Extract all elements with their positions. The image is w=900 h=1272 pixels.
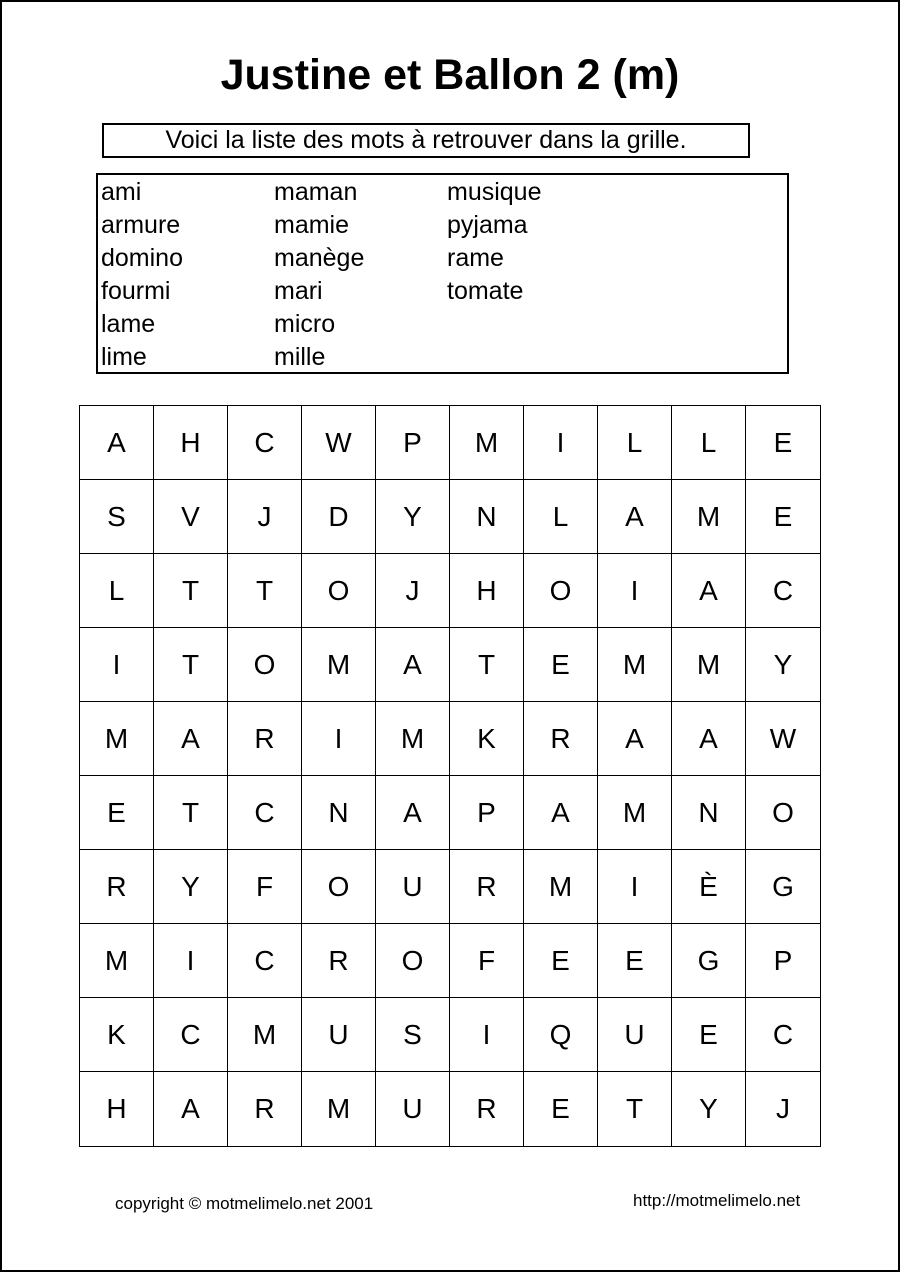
grid-cell-r3c10[interactable]: C — [746, 554, 820, 628]
website-url-text: http://motmelimelo.net — [633, 1191, 801, 1210]
grid-cell-r4c1[interactable]: I — [80, 628, 154, 702]
grid-cell-r3c1[interactable]: L — [80, 554, 154, 628]
word-item: manège — [274, 244, 365, 272]
word-item: musique — [447, 178, 542, 206]
instruction-box — [102, 123, 750, 158]
grid-cell-r3c5[interactable]: J — [376, 554, 450, 628]
word-list-box — [96, 173, 789, 374]
grid-cell-r6c2[interactable]: T — [154, 776, 228, 850]
word-item: micro — [274, 310, 336, 338]
grid-cell-r1c10[interactable]: E — [746, 406, 820, 480]
grid-cell-r4c3[interactable]: O — [228, 628, 302, 702]
word-item: fourmi — [101, 277, 171, 305]
word-item: mamie — [274, 211, 350, 239]
grid-cell-r2c1[interactable]: S — [80, 480, 154, 554]
grid-cell-r7c5[interactable]: U — [376, 850, 450, 924]
grid-cell-r1c5[interactable]: P — [376, 406, 450, 480]
grid-cell-r5c3[interactable]: R — [228, 702, 302, 776]
grid-cell-r6c8[interactable]: M — [598, 776, 672, 850]
grid-cell-r7c6[interactable]: R — [450, 850, 524, 924]
grid-cell-r10c6[interactable]: R — [450, 1072, 524, 1146]
word-item: ami — [101, 178, 142, 206]
grid-cell-r9c2[interactable]: C — [154, 998, 228, 1072]
grid-cell-r5c10[interactable]: W — [746, 702, 820, 776]
copyright-text: copyright © motmelimelo.net 2001 — [115, 1194, 374, 1213]
grid-cell-r1c6[interactable]: M — [450, 406, 524, 480]
grid-cell-r9c1[interactable]: K — [80, 998, 154, 1072]
word-list-column-1 — [101, 176, 274, 372]
grid-cell-r6c10[interactable]: O — [746, 776, 820, 850]
grid-cell-r10c8[interactable]: T — [598, 1072, 672, 1146]
grid-cell-r2c3[interactable]: J — [228, 480, 302, 554]
grid-cell-r7c3[interactable]: F — [228, 850, 302, 924]
grid-cell-r4c8[interactable]: M — [598, 628, 672, 702]
word-list-column-3 — [447, 176, 542, 372]
word-item: domino — [101, 244, 183, 272]
grid-cell-r10c4[interactable]: M — [302, 1072, 376, 1146]
grid-cell-r1c7[interactable]: I — [524, 406, 598, 480]
grid-cell-r7c1[interactable]: R — [80, 850, 154, 924]
grid-cell-r7c2[interactable]: Y — [154, 850, 228, 924]
grid-cell-r7c8[interactable]: I — [598, 850, 672, 924]
grid-cell-r3c6[interactable]: H — [450, 554, 524, 628]
grid-cell-r3c8[interactable]: I — [598, 554, 672, 628]
instruction-text: Voici la liste des mots à retrouver dans la grille. — [165, 126, 687, 154]
grid-cell-r4c4[interactable]: M — [302, 628, 376, 702]
grid-cell-r9c9[interactable]: E — [672, 998, 746, 1072]
grid-cell-r8c3[interactable]: C — [228, 924, 302, 998]
grid-cell-r6c3[interactable]: C — [228, 776, 302, 850]
grid-cell-r5c8[interactable]: A — [598, 702, 672, 776]
word-item: tomate — [447, 277, 524, 305]
grid-cell-r9c8[interactable]: U — [598, 998, 672, 1072]
grid-cell-r8c6[interactable]: F — [450, 924, 524, 998]
grid-cell-r10c3[interactable]: R — [228, 1072, 302, 1146]
grid-cell-r5c4[interactable]: I — [302, 702, 376, 776]
word-item: lame — [101, 310, 156, 338]
grid-cell-r10c7[interactable]: E — [524, 1072, 598, 1146]
grid-cell-r6c7[interactable]: A — [524, 776, 598, 850]
grid-cell-r9c6[interactable]: I — [450, 998, 524, 1072]
grid-cell-r4c5[interactable]: A — [376, 628, 450, 702]
grid-cell-r8c2[interactable]: I — [154, 924, 228, 998]
grid-cell-r2c8[interactable]: A — [598, 480, 672, 554]
grid-cell-r8c9[interactable]: G — [672, 924, 746, 998]
grid-cell-r2c10[interactable]: E — [746, 480, 820, 554]
grid-cell-r1c1[interactable]: A — [80, 406, 154, 480]
grid-cell-r3c2[interactable]: T — [154, 554, 228, 628]
grid-cell-r2c2[interactable]: V — [154, 480, 228, 554]
grid-cell-r3c3[interactable]: T — [228, 554, 302, 628]
grid-cell-r3c4[interactable]: O — [302, 554, 376, 628]
grid-cell-r10c9[interactable]: Y — [672, 1072, 746, 1146]
word-item: mari — [274, 277, 323, 305]
grid-cell-r4c6[interactable]: T — [450, 628, 524, 702]
grid-cell-r8c4[interactable]: R — [302, 924, 376, 998]
grid-cell-r8c8[interactable]: E — [598, 924, 672, 998]
grid-cell-r7c4[interactable]: O — [302, 850, 376, 924]
grid-cell-r1c9[interactable]: L — [672, 406, 746, 480]
grid-cell-r2c4[interactable]: D — [302, 480, 376, 554]
grid-cell-r10c10[interactable]: J — [776, 1093, 790, 1124]
word-list-column-2 — [274, 176, 447, 372]
grid-cell-r9c4[interactable]: U — [302, 998, 376, 1072]
grid-cell-r1c3[interactable]: C — [228, 406, 302, 480]
grid-cell-r5c6[interactable]: K — [450, 702, 524, 776]
grid-cell-r5c2[interactable]: A — [154, 702, 228, 776]
word-item: rame — [447, 244, 504, 272]
grid-cell-r6c6[interactable]: P — [450, 776, 524, 850]
word-item: pyjama — [447, 211, 528, 239]
grid-cell-r8c7[interactable]: E — [524, 924, 598, 998]
grid-cell-r4c2[interactable]: T — [154, 628, 228, 702]
grid-cell-r10c2[interactable]: A — [154, 1072, 228, 1146]
word-item: armure — [101, 211, 181, 239]
grid-cell-r3c9[interactable]: A — [672, 554, 746, 628]
grid-cell-r6c4[interactable]: N — [302, 776, 376, 850]
grid-cell-r7c7[interactable]: M — [524, 850, 598, 924]
grid-cell-r8c1[interactable]: M — [80, 924, 154, 998]
grid-cell-r5c9[interactable]: A — [672, 702, 746, 776]
page-title: Justine et Ballon 2 (m) — [220, 51, 680, 99]
grid-cell-r2c5[interactable]: Y — [376, 480, 450, 554]
grid-cell-r10c5[interactable]: U — [376, 1072, 450, 1146]
letter-grid — [79, 405, 821, 1147]
word-item: maman — [274, 178, 358, 206]
word-item: mille — [274, 343, 326, 371]
grid-cell-r2c9[interactable]: M — [672, 480, 746, 554]
grid-cell-r6c1[interactable]: E — [80, 776, 154, 850]
grid-cell-r4c7[interactable]: E — [524, 628, 598, 702]
grid-cell-r4c9[interactable]: M — [672, 628, 746, 702]
grid-cell-r9c7[interactable]: Q — [524, 998, 598, 1072]
grid-cell-r2c6[interactable]: N — [450, 480, 524, 554]
grid-cell-r9c5[interactable]: S — [376, 998, 450, 1072]
grid-cell-r1c2[interactable]: H — [154, 406, 228, 480]
grid-cell-r7c10[interactable]: G — [746, 850, 820, 924]
grid-cell-r5c7[interactable]: R — [524, 702, 598, 776]
grid-cell-r2c7[interactable]: L — [524, 480, 598, 554]
grid-cell-r5c5[interactable]: M — [376, 702, 450, 776]
grid-cell-r6c5[interactable]: A — [376, 776, 450, 850]
grid-cell-r9c10[interactable]: C — [746, 998, 820, 1072]
grid-cell-r5c1[interactable]: M — [80, 702, 154, 776]
grid-cell-r8c10[interactable]: P — [746, 924, 820, 998]
grid-cell-r7c9[interactable]: È — [672, 850, 746, 924]
grid-cell-r9c3[interactable]: M — [228, 998, 302, 1072]
word-item: lime — [101, 343, 147, 371]
grid-cell-r3c7[interactable]: O — [524, 554, 598, 628]
grid-cell-r10c1[interactable]: H — [80, 1072, 154, 1146]
grid-cell-r4c10[interactable]: Y — [746, 628, 820, 702]
grid-cell-r1c8[interactable]: L — [598, 406, 672, 480]
grid-cell-r1c4[interactable]: W — [302, 406, 376, 480]
grid-cell-r6c9[interactable]: N — [672, 776, 746, 850]
grid-cell-r8c5[interactable]: O — [376, 924, 450, 998]
